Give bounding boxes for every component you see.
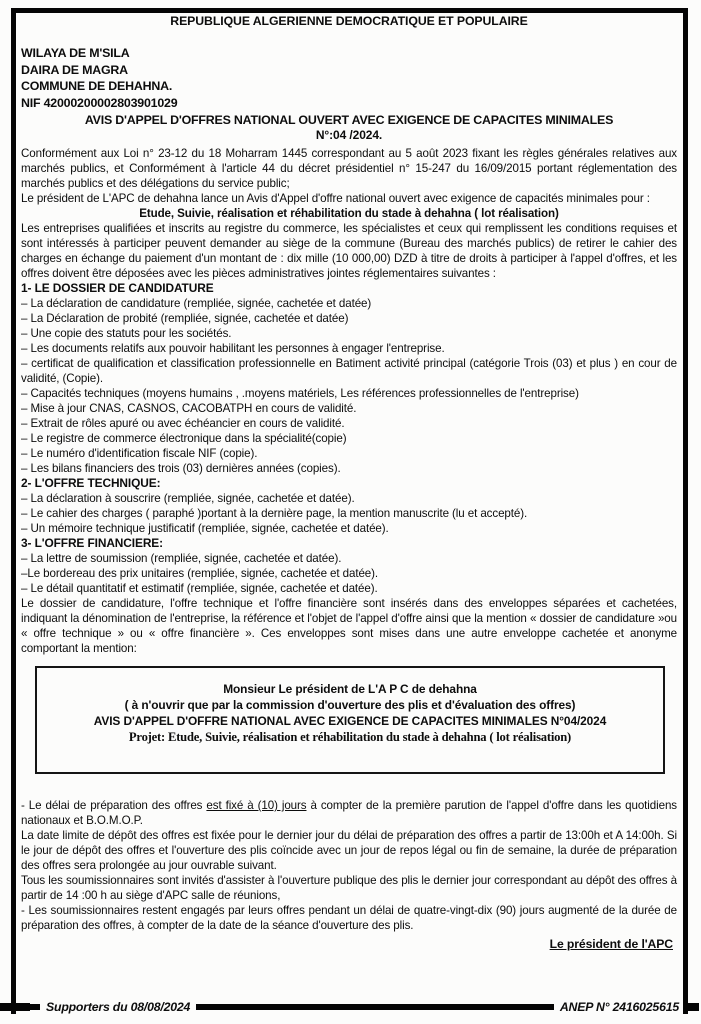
- footer-corner-right: [685, 1003, 699, 1011]
- section-title-candidature: 1- LE DOSSIER DE CANDIDATURE: [21, 281, 214, 295]
- republic-heading: REPUBLIQUE ALGERIENNE DEMOCRATIQUE ET POPULAIRE: [170, 14, 528, 28]
- wilaya-line: WILAYA DE M'SILA: [21, 46, 130, 60]
- section-title-offre-financiere: 3- L'OFFRE FINANCIERE:: [21, 536, 163, 550]
- checklist-item: – La Déclaration de probité (rempliée, signée, cachetée et datée): [21, 312, 349, 325]
- checklist-item: – Le cahier des charges ( paraphé )portant à la dernière page, la mention manuscrite (lu et accepté).: [21, 507, 528, 520]
- checklist-item: – La lettre de soumission (rempliée, signée, cachetée et datée).: [21, 552, 342, 565]
- checklist-item: – La déclaration de candidature (rempliée, signée, cachetée et datée): [21, 297, 372, 310]
- project-title-line: Etude, Suivie, réalisation et réhabilitation du stade à dehahna ( lot réalisation): [139, 207, 559, 220]
- checklist-item: – Capacités techniques (moyens humains , .moyens matériels, Les références professionnelles de l'entreprise): [21, 387, 579, 400]
- nif-line: NIF 42000200002803901029: [21, 95, 178, 110]
- footer-corner-left: [0, 1003, 30, 1011]
- checklist-item: – La déclaration à souscrire (rempliée, signée, cachetée et datée).: [21, 492, 355, 505]
- notice-content: [21, 14, 677, 952]
- deposit-deadline-paragraph: La date limite de dépôt des offres est fixée pour le dernier jour du délai de préparation des offres a partir de 13:00h et A 14:00h. Si le jour de dépôt des offres et l'ouverture des plis coïncide avec un jour de repos légal ou fin de semaine, la durée de préparation des offres sera prolongée au jour ouvrable suivant.: [21, 829, 677, 872]
- publication-footer: [0, 996, 699, 1018]
- envelope-mention-box: [35, 666, 665, 774]
- legal-reference-paragraph: Conformément aux Loi n° 23-12 du 18 Moharram 1445 correspondant au 5 août 2023 fixant les règles générales relatives aux marchés publics, et Conformément à l'article 44 du décret présidentiel n° 15-247 du 16/09/2015 portant réglementation des marchés publics et des délégations du service public;: [21, 147, 677, 190]
- closing-terms-block: [21, 798, 677, 933]
- envelope-notice-line: AVIS D'APPEL D'OFFRE NATIONAL AVEC EXIGENCE DE CAPACITES MINIMALES N°04/2024: [93, 714, 607, 728]
- checklist-item: – certificat de qualification et classification professionnelle en Batiment activité principal (catégorie Trois (03) et plus ) en cour de validité, (Copie).: [21, 357, 677, 385]
- launch-paragraph: Le président de L'APC de dehahna lance un Avis d'Appel d'offre national ouvert avec exigence de capacités minimales pour :: [21, 192, 650, 205]
- checklist-item: – Le numéro d'identification fiscale NIF (copie).: [21, 447, 258, 460]
- notice-number: N°:04 /2024.: [315, 128, 383, 142]
- commune-line: COMMUNE DE DEHAHNA.: [21, 79, 173, 93]
- checklist-item: – Extrait de rôles apuré ou avec échéancier en cours de validité.: [21, 417, 345, 430]
- daira-line: DAIRA DE MAGRA: [21, 62, 128, 77]
- opening-session-paragraph: Tous les soumissionnaires sont invités d'assister à l'ouverture publique des plis le dernier jour correspondant au dépôt des offres à partir de 14 :00 h au siège d'APC salle de réunions,: [21, 874, 677, 902]
- issuing-authority-block: [21, 45, 677, 111]
- checklist-item: – Le détail quantitatif et estimatif (rempliée, signée, cachetée et datée).: [21, 582, 378, 595]
- participation-conditions-paragraph: Les entreprises qualifiées et inscrits au registre du commerce, les spécialistes et ceux qui remplissent les conditions requises et sont intéressés à participer peuvent demander au siège de la commune (Bureau des marchés publics) de retirer le cahier des charges en échange du paiement d'un montant de : dix mille (10 000,00) DZD à titre de droits à participer à l'appel d'offres, et les offres doivent être déposées avec les pièces administratives jointes réglementaires suivantes :: [21, 222, 677, 280]
- anep-number: ANEP N° 2416025615: [559, 1000, 679, 1014]
- preparation-delay-paragraph: [21, 798, 677, 828]
- envelope-project-line: Projet: Etude, Suivie, réalisation et réhabilitation du stade à dehahna ( lot réalisation): [128, 730, 572, 744]
- delay-underlined-text: est fixé à (10) jours: [206, 799, 307, 812]
- checklist-item: – Mise à jour CNAS, CASNOS, CACOBATPH en cours de validité.: [21, 402, 357, 415]
- checklist-item: – Les bilans financiers des trois (03) dernières années (copies).: [21, 462, 341, 475]
- checklist-item: –Le bordereau des prix unitaires (rempliée, signée, cachetée et datée).: [21, 567, 379, 580]
- checklist-item: – Un mémoire technique justificatif (rempliée, signée, cachetée et datée).: [21, 522, 389, 535]
- checklist-item: – Les documents relatifs aux pouvoir habilitant les personnes à engager l'entreprise.: [21, 342, 445, 355]
- delay-text-pre: - Le délai de préparation des offres: [21, 799, 207, 812]
- envelope-instructions-paragraph: Le dossier de candidature, l'offre technique et l'offre financière sont insérés dans des enveloppes séparées et cachetées, indiquant la dénomination de l'entreprise, la référence et l'objet de l'appel d'offre ainsi que la mention « dossier de candidature »ou « offre technique » ou « offre financière ». Ces enveloppes sont mises dans une autre enveloppe cachetée et anonyme comportant la mention:: [21, 597, 677, 655]
- signature-line: Le président de l'APC: [549, 937, 673, 951]
- checklist-item: – Une copie des statuts pour les sociétés.: [21, 327, 232, 340]
- envelope-addressee-line: Monsieur Le président de L'A P C de dehahna: [223, 682, 477, 696]
- notice-title: AVIS D'APPEL D'OFFRES NATIONAL OUVERT AVEC EXIGENCE DE CAPACITES MINIMALES: [84, 113, 614, 127]
- section-title-offre-technique: 2- L'OFFRE TECHNIQUE:: [21, 476, 161, 490]
- envelope-warning-line: ( à n'ouvrir que par la commission d'ouverture des plis et d'évaluation des offres): [124, 698, 576, 712]
- footer-rule: [196, 1004, 554, 1010]
- footer-rule: [30, 1004, 40, 1010]
- offer-validity-paragraph: - Les soumissionnaires restent engagés par leurs offres pendant un délai de quatre-vingt-dix (90) jours augmenté de la durée de préparation des offres, à compter de la date de la séance d'ouverture des plis.: [21, 904, 677, 932]
- publication-date: Supporters du 08/08/2024: [46, 1000, 191, 1014]
- checklist-item: – Le registre de commerce électronique dans la spécialité(copie): [21, 432, 347, 445]
- delay-text-post: à compter de la première parution de l'appel d'offre dans les quotidiens nationaux et B.O.M.O.P.: [21, 799, 677, 827]
